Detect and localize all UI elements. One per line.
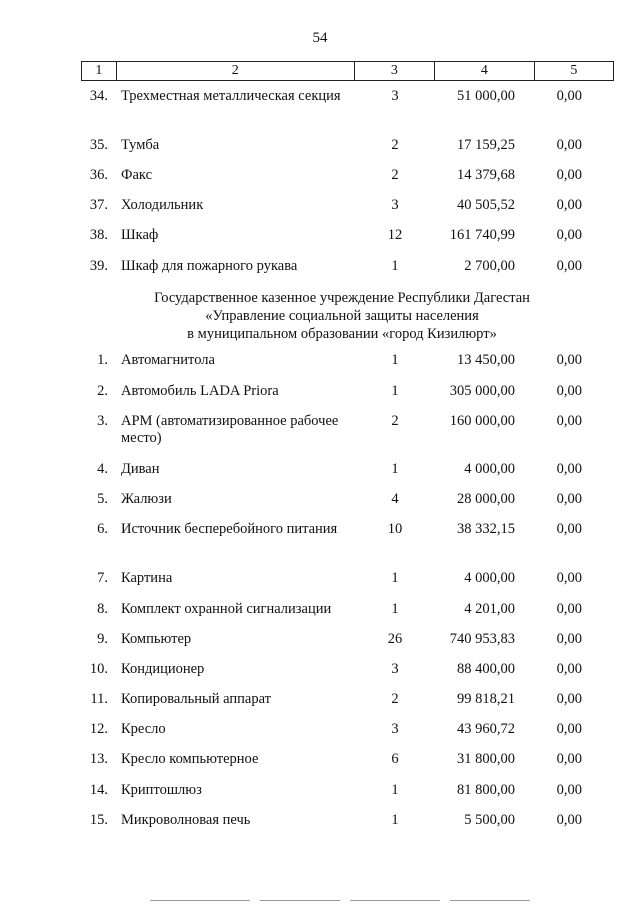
row-number: 39.	[89, 258, 108, 274]
item-wear: 0,00	[556, 570, 582, 586]
item-name: Жалюзи	[121, 491, 172, 507]
header-col-1: 1	[82, 62, 117, 81]
item-quantity: 2	[391, 167, 399, 183]
item-name: Шкаф	[121, 227, 159, 243]
row-number: 2.	[97, 383, 108, 399]
footer-divider	[450, 900, 530, 901]
row-number: 9.	[97, 631, 108, 647]
row-number: 8.	[97, 601, 108, 617]
item-amount: 88 400,00	[457, 661, 515, 677]
item-wear: 0,00	[556, 258, 582, 274]
item-wear: 0,00	[556, 661, 582, 677]
row-number: 5.	[97, 491, 108, 507]
item-amount: 4 000,00	[464, 570, 515, 586]
item-wear: 0,00	[556, 601, 582, 617]
row-number: 35.	[89, 137, 108, 153]
item-amount: 2 700,00	[464, 258, 515, 274]
item-quantity: 1	[391, 570, 399, 586]
item-amount: 305 000,00	[449, 383, 515, 399]
item-name: Комплект охранной сигнализации	[121, 601, 332, 617]
item-name: АРМ (автоматизированное рабочее место)	[121, 413, 339, 446]
item-quantity: 2	[391, 691, 399, 707]
row-number: 7.	[97, 570, 108, 586]
page-number: 54	[312, 30, 328, 46]
row-number: 37.	[89, 197, 108, 213]
item-name: Компьютер	[121, 631, 192, 647]
item-wear: 0,00	[556, 461, 582, 477]
item-name: Факс	[121, 167, 153, 183]
footer-divider	[350, 900, 440, 901]
row-number: 13.	[89, 751, 108, 767]
item-quantity: 1	[391, 383, 399, 399]
header-col-5: 5	[534, 62, 613, 81]
row-number: 36.	[89, 167, 108, 183]
item-amount: 31 800,00	[457, 751, 515, 767]
item-name: Холодильник	[121, 197, 204, 213]
item-name: Автомобиль LADA Priora	[121, 383, 279, 399]
item-amount: 99 818,21	[457, 691, 515, 707]
item-name: Автомагнитола	[121, 352, 215, 368]
item-amount: 43 960,72	[457, 721, 515, 737]
footer-divider	[260, 900, 340, 901]
item-amount: 5 500,00	[464, 812, 515, 828]
row-number: 38.	[89, 227, 108, 243]
item-wear: 0,00	[556, 88, 582, 104]
item-wear: 0,00	[556, 383, 582, 399]
item-quantity: 3	[391, 721, 399, 737]
item-quantity: 3	[391, 88, 399, 104]
item-wear: 0,00	[556, 721, 582, 737]
item-amount: 40 505,52	[457, 197, 515, 213]
footer-divider	[150, 900, 250, 901]
item-quantity: 26	[387, 631, 403, 647]
header-col-3: 3	[354, 62, 434, 81]
row-number: 4.	[97, 461, 108, 477]
item-amount: 13 450,00	[457, 352, 515, 368]
header-col-2: 2	[116, 62, 354, 81]
item-name: Копировальный аппарат	[121, 691, 272, 707]
item-quantity: 4	[391, 491, 399, 507]
item-name: Микроволновая печь	[121, 812, 251, 828]
item-wear: 0,00	[556, 413, 582, 429]
section-title-line: в муниципальном образовании «город Кизилюрт»	[187, 326, 497, 342]
item-wear: 0,00	[556, 227, 582, 243]
item-name: Кресло	[121, 721, 166, 737]
item-wear: 0,00	[556, 491, 582, 507]
row-number: 14.	[89, 782, 108, 798]
item-name: Трехместная металлическая секция	[121, 88, 341, 104]
item-quantity: 2	[391, 413, 399, 429]
item-quantity: 6	[391, 751, 399, 767]
item-quantity: 1	[391, 601, 399, 617]
item-quantity: 3	[391, 661, 399, 677]
item-quantity: 12	[387, 227, 403, 243]
row-number: 34.	[89, 88, 108, 104]
header-col-4: 4	[434, 62, 534, 81]
item-wear: 0,00	[556, 631, 582, 647]
row-number: 3.	[97, 413, 108, 429]
item-name: Диван	[121, 461, 160, 477]
item-name: Шкаф для пожарного рукава	[121, 258, 298, 274]
row-number: 15.	[89, 812, 108, 828]
row-number: 6.	[97, 521, 108, 537]
item-wear: 0,00	[556, 782, 582, 798]
item-amount: 740 953,83	[449, 631, 515, 647]
item-amount: 51 000,00	[457, 88, 515, 104]
item-quantity: 3	[391, 197, 399, 213]
item-amount: 17 159,25	[457, 137, 515, 153]
row-number: 10.	[89, 661, 108, 677]
item-quantity: 2	[391, 137, 399, 153]
item-amount: 28 000,00	[457, 491, 515, 507]
item-wear: 0,00	[556, 167, 582, 183]
item-name: Тумба	[121, 137, 160, 153]
item-quantity: 1	[391, 258, 399, 274]
item-quantity: 1	[391, 812, 399, 828]
item-wear: 0,00	[556, 521, 582, 537]
item-name: Источник бесперебойного питания	[121, 521, 338, 537]
item-quantity: 1	[391, 352, 399, 368]
item-amount: 161 740,99	[449, 227, 515, 243]
item-quantity: 10	[387, 521, 403, 537]
item-quantity: 1	[391, 782, 399, 798]
item-quantity: 1	[391, 461, 399, 477]
item-name: Криптошлюз	[121, 782, 202, 798]
item-name: Кондиционер	[121, 661, 205, 677]
section-title-line: Государственное казенное учреждение Республики Дагестан	[154, 290, 530, 306]
item-wear: 0,00	[556, 812, 582, 828]
item-wear: 0,00	[556, 197, 582, 213]
item-amount: 14 379,68	[457, 167, 515, 183]
item-amount: 81 800,00	[457, 782, 515, 798]
item-wear: 0,00	[556, 751, 582, 767]
item-name: Кресло компьютерное	[121, 751, 259, 767]
item-amount: 4 000,00	[464, 461, 515, 477]
section-title	[120, 289, 564, 343]
row-number: 11.	[90, 691, 108, 707]
row-number: 1.	[97, 352, 108, 368]
item-amount: 4 201,00	[464, 601, 515, 617]
section-title-line: «Управление социальной защиты населения	[205, 308, 479, 324]
item-name: Картина	[121, 570, 173, 586]
item-amount: 160 000,00	[449, 413, 515, 429]
item-wear: 0,00	[556, 691, 582, 707]
item-wear: 0,00	[556, 137, 582, 153]
item-wear: 0,00	[556, 352, 582, 368]
item-amount: 38 332,15	[457, 521, 515, 537]
row-number: 12.	[89, 721, 108, 737]
